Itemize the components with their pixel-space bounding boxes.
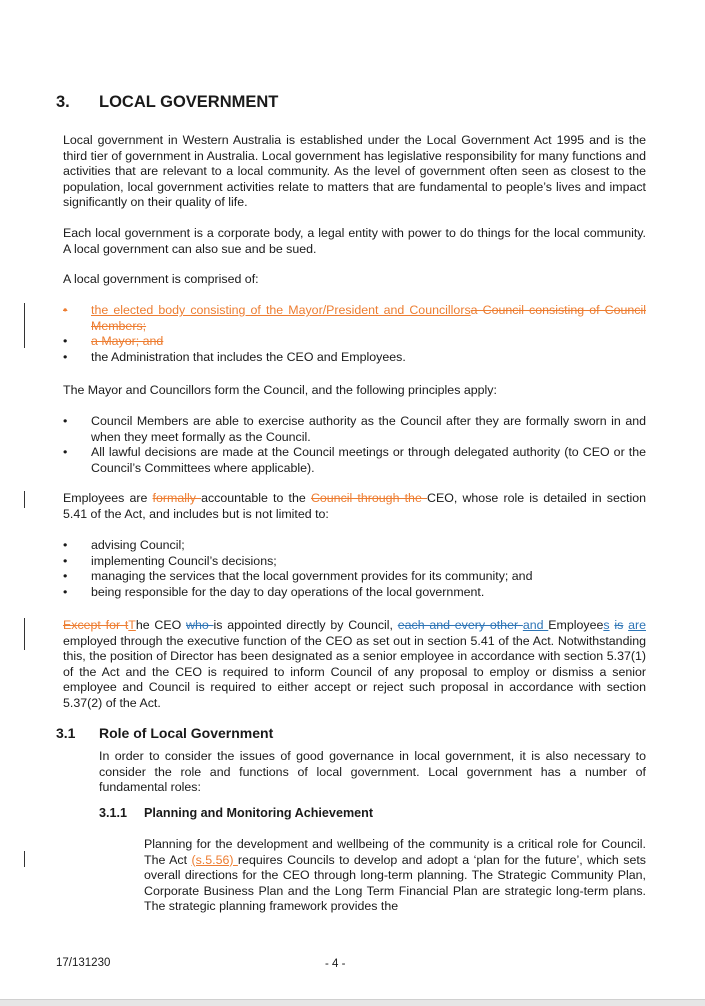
list-item [63, 414, 646, 445]
inserted-text: T [128, 618, 136, 632]
bullet-icon: • [63, 414, 68, 428]
subsection-number: 3.1 [56, 725, 76, 741]
text-run: CEO, whose role is detailed in section 5.41 of the Act, and includes but is not limited to: [63, 491, 647, 521]
list-item-text: advising Council; [91, 538, 185, 552]
inserted-text: are [628, 618, 646, 632]
bullet-icon: • [63, 569, 68, 584]
text-run: Employee [548, 618, 604, 632]
corporate-body-paragraph: Each local government is a corporate body, a legal entity with power to do things for the local community. A local government can also sue and be sued. [63, 226, 646, 256]
section-heading [56, 93, 278, 112]
deleted-text: Council through the [310, 491, 428, 505]
deleted-text: is [614, 618, 624, 632]
composition-list [63, 303, 646, 365]
text-run: is appointed directly by Council, [213, 618, 398, 632]
text-run: employed through the executive function of the CEO as set out in section 5.41 of the Act. Notwithstanding this, the position of Director has been designated as a senior employee in accordance with section 5.37(1) of the Act and the CEO is required to inform Council of any proposal to employ or dismiss a senior employee and Council is required to either accept or reject such proposal in accordance with section 5.37(2) of the Act. [63, 633, 646, 710]
bullet-icon: • [63, 349, 68, 364]
change-bar [24, 303, 25, 348]
intro-paragraph: Local government in Western Australia is established under the Local Government Act 1995 and is the third tier of government in Australia. Local government has legislative responsibility for many functions and activities that are relevant to a local community. As the level of government often seen as closest to the population, local government activities relate to matters that are fundamental to people’s lives and impact significantly on their quality of life. [63, 133, 646, 210]
deleted-text: formally [152, 491, 202, 505]
principles-list [63, 414, 646, 476]
ceo-appointment-paragraph [63, 618, 646, 712]
bullet-icon: • [63, 334, 68, 349]
list-item-text: managing the services that the local government provides for its community; and [91, 569, 533, 584]
list-item [63, 334, 646, 350]
inserted-text: the elected body consisting of the Mayor/President and Councillors [91, 303, 471, 317]
role-paragraph: In order to consider the issues of good governance in local government, it is also necessary to consider the role and functions of local government. Local government has a number of fundamental roles: [99, 749, 646, 795]
change-bar [24, 851, 25, 867]
text-run: Employees are [63, 491, 153, 505]
bullet-icon: • [63, 584, 68, 599]
employees-paragraph [63, 491, 646, 522]
text-run: he CEO [135, 618, 187, 632]
inserted-text: s [603, 618, 610, 632]
list-item [63, 554, 646, 570]
inserted-text: and [522, 618, 549, 632]
comprised-of-paragraph: A local government is comprised of: [63, 272, 259, 286]
sub-subsection-title: Planning and Monitoring Achievement [144, 806, 374, 820]
list-item [63, 569, 646, 585]
change-bar [24, 491, 25, 508]
inserted-text: (s.5.56) [191, 852, 238, 867]
section-number: 3. [56, 93, 70, 111]
deleted-text: Except for t [63, 618, 129, 632]
list-item-text: the Administration that includes the CEO and Employees. [91, 349, 406, 364]
text-run: accountable to the [201, 491, 311, 505]
bullet-icon: • [63, 538, 68, 552]
list-item-text: being responsible for the day to day operations of the local government. [91, 584, 485, 599]
list-item [63, 538, 646, 554]
list-item [63, 445, 646, 476]
subsection-title: Role of Local Government [99, 725, 274, 741]
list-item-text: implementing Council’s decisions; [91, 553, 277, 568]
subsection-heading [56, 725, 273, 741]
list-item [63, 303, 646, 334]
list-item-text: Council Members are able to exercise authority as the Council after they are formally sworn in and when they meet formally as the Council. [91, 414, 646, 444]
list-item-text: All lawful decisions are made at the Council meetings or through delegated authority (to CEO or the Council’s Committees where applicable). [91, 445, 646, 475]
section-title: LOCAL GOVERNMENT [99, 93, 279, 111]
sub-subsection-heading [99, 806, 373, 820]
deleted-text: a Council consisting of Council Members; [91, 303, 646, 333]
change-bar [24, 618, 25, 650]
bullet-icon: • [63, 303, 68, 317]
deleted-text: a Mayor; and [91, 334, 164, 349]
deleted-text: who [186, 618, 214, 632]
list-item [63, 350, 646, 366]
text-run: Planning for the development and wellbeing of the community is a critical role for Council. The Act [144, 837, 646, 867]
document-reference: 17/131230 [56, 957, 111, 969]
bullet-icon: • [63, 553, 68, 568]
principles-paragraph: The Mayor and Councillors form the Council, and the following principles apply: [63, 383, 497, 397]
bullet-icon: • [63, 445, 68, 460]
ceo-role-list [63, 538, 646, 600]
sub-subsection-number: 3.1.1 [99, 806, 128, 820]
list-item [63, 585, 646, 601]
page-bottom-edge [0, 999, 705, 1006]
text-run: requires Councils to develop and adopt a ‘plan for the future’, which sets overall directions for the CEO through long-term planning. The Strategic Community Plan, Corporate Business Plan and the Long Term Financial Plan are strategic long-term plans. The strategic planning framework provides the [144, 852, 646, 914]
page-number: - 4 - [325, 958, 346, 970]
deleted-text: each and every other [397, 618, 523, 632]
planning-paragraph [144, 837, 646, 915]
